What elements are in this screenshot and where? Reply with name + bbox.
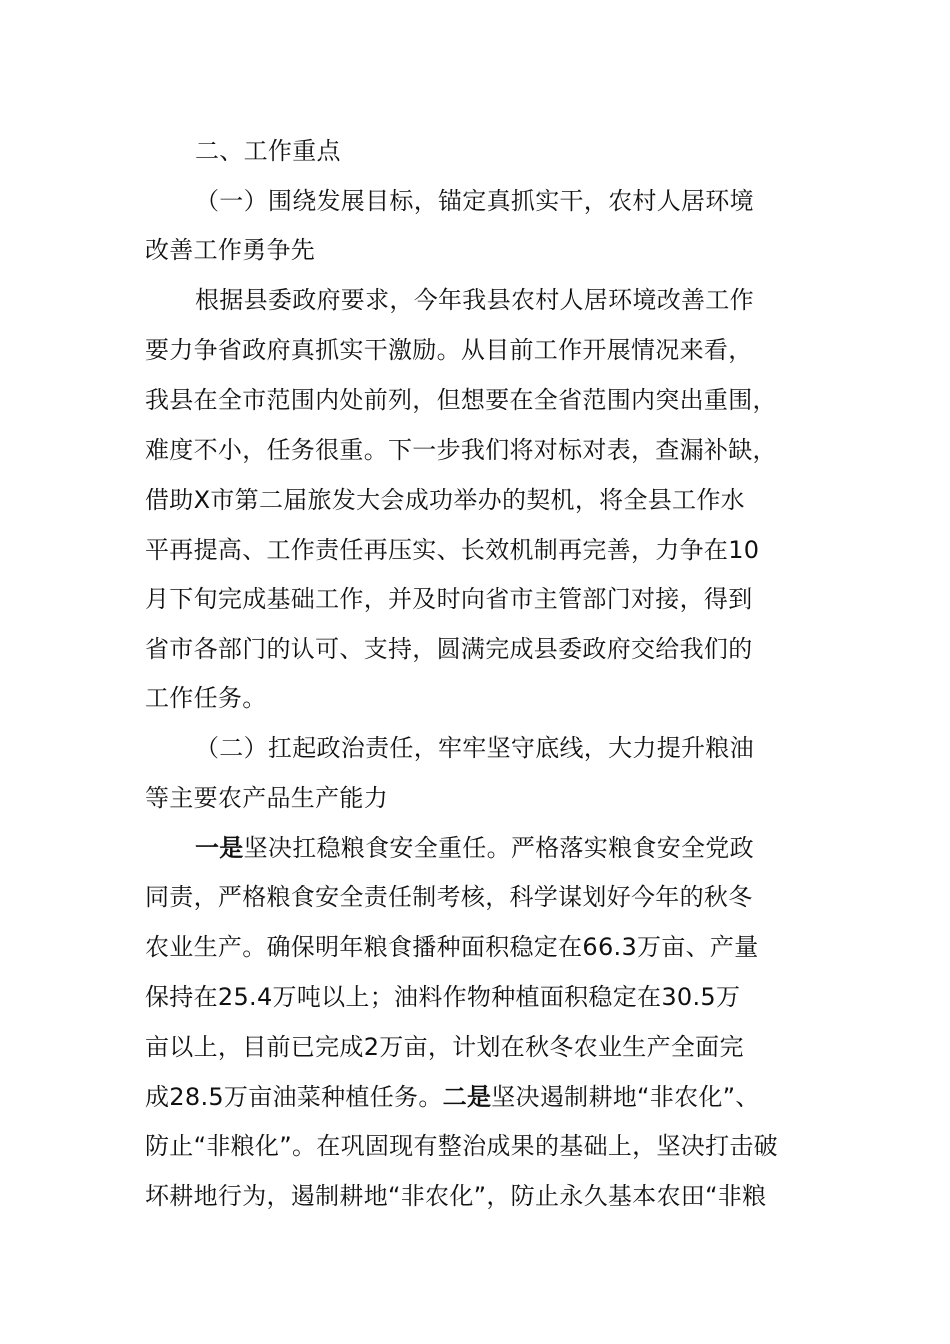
paragraph-2-line-7: 防止“非粮化”。在巩固现有整治成果的基础上，坚决打击破 bbox=[145, 1132, 778, 1160]
paragraph-1-line: 平再提高、工作责任再压实、长效机制再完善，力争在10 bbox=[145, 536, 760, 564]
paragraph-1-line: 月下旬完成基础工作，并及时向省市主管部门对接，得到 bbox=[145, 585, 753, 613]
point-one-end-text: 成28.5万亩油菜种植任务。 bbox=[145, 1083, 443, 1111]
paragraph-1-line: 借助X市第二届旅发大会成功举办的契机，将全县工作水 bbox=[145, 486, 745, 514]
subsection-1-heading-line-1: （一）围绕发展目标，锚定真抓实干，农村人居环境 bbox=[195, 187, 754, 215]
paragraph-1-line: 我县在全市范围内处前列，但想要在全省范围内突出重围， bbox=[145, 386, 777, 414]
paragraph-2-line-8: 坏耕地行为，遏制耕地“非农化”，防止永久基本农田“非粮 bbox=[145, 1182, 767, 1210]
point-one-label: 一是 bbox=[195, 834, 244, 862]
point-two-text: 坚决遏制耕地“非农化”、 bbox=[491, 1083, 760, 1111]
paragraph-2-line-1 bbox=[195, 827, 860, 869]
paragraph-2-line-2: 同责，严格粮食安全责任制考核，科学谋划好今年的秋冬 bbox=[145, 883, 753, 911]
paragraph-1-line: 难度不小，任务很重。下一步我们将对标对表，查漏补缺， bbox=[145, 436, 777, 464]
point-two-label: 二是 bbox=[442, 1083, 492, 1111]
paragraph-2-line-6 bbox=[145, 1076, 810, 1118]
paragraph-1-line: 要力争省政府真抓实干激励。从目前工作开展情况来看， bbox=[145, 336, 753, 364]
section-heading: 二、工作重点 bbox=[195, 137, 341, 165]
subsection-2-heading-line-1: （二）扛起政治责任，牢牢坚守底线，大力提升粮油 bbox=[195, 734, 754, 762]
paragraph-2-line-3: 农业生产。确保明年粮食播种面积稳定在66.3万亩、产量 bbox=[145, 933, 759, 961]
paragraph-2-line-5: 亩以上，目前已完成2万亩，计划在秋冬农业生产全面完 bbox=[145, 1033, 744, 1061]
paragraph-1-line: 省市各部门的认可、支持，圆满完成县委政府交给我们的 bbox=[145, 635, 753, 663]
paragraph-2-line-4: 保持在25.4万吨以上；油料作物种植面积稳定在30.5万 bbox=[145, 983, 741, 1011]
paragraph-1-line: 根据县委政府要求，今年我县农村人居环境改善工作 bbox=[195, 286, 754, 314]
subsection-1-heading-line-2: 改善工作勇争先 bbox=[145, 236, 316, 264]
paragraph-1-line: 工作任务。 bbox=[145, 684, 267, 712]
point-one-text: 坚决扛稳粮食安全重任。严格落实粮食安全党政 bbox=[243, 834, 754, 862]
subsection-2-heading-line-2: 等主要农产品生产能力 bbox=[145, 784, 388, 812]
